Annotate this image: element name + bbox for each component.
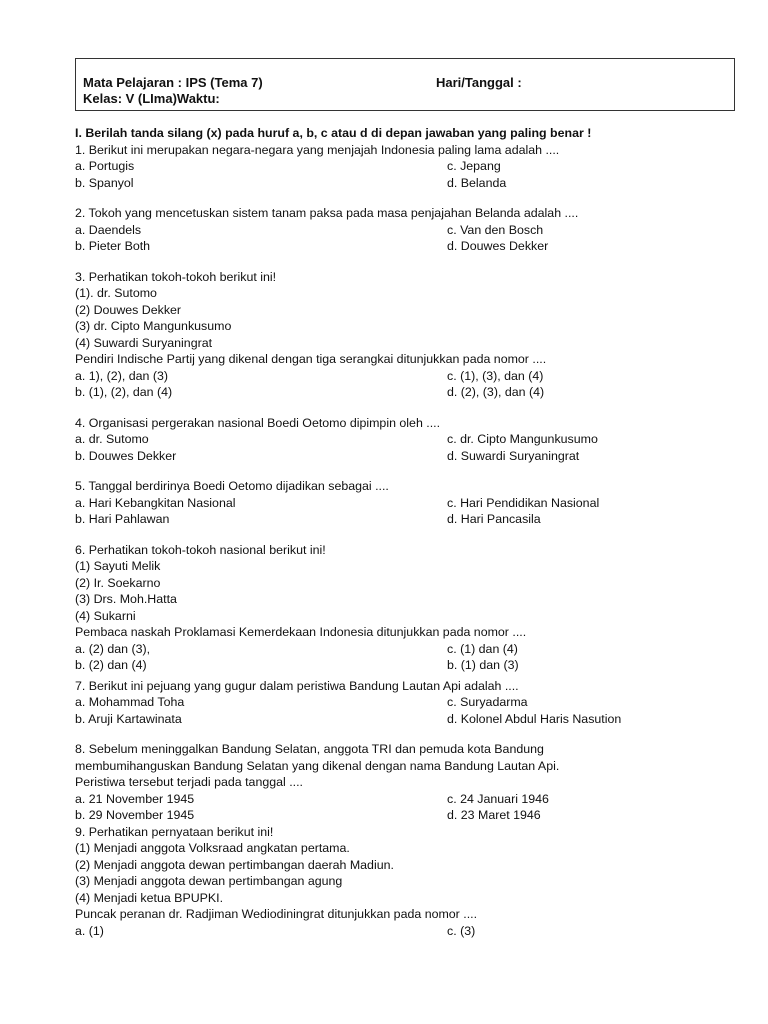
question-line: membumihanguskan Bandung Selatan yang dikenal dengan nama Bandung Lautan Api. (75, 758, 560, 773)
question-line: (4) Sukarni (75, 608, 136, 623)
worksheet-body (75, 125, 735, 939)
answer-option[interactable]: b. Pieter Both (75, 239, 151, 253)
answer-option[interactable]: b. Aruji Kartawinata (75, 711, 182, 726)
question-text: 6. Perhatikan tokoh-tokoh nasional berikut ini! (75, 542, 326, 557)
answer-option[interactable]: c. Jepang (447, 159, 501, 173)
option-row (75, 641, 735, 658)
answer-option[interactable]: c. (1), (3), dan (4) (447, 368, 544, 383)
question-2 (75, 205, 735, 255)
question-text: 7. Berikut ini pejuang yang gugur dalam peristiwa Bandung Lautan Api adalah .... (75, 678, 519, 693)
spacer (75, 255, 735, 269)
option-row (75, 222, 735, 239)
answer-option[interactable]: a. dr. Sutomo (75, 432, 149, 446)
answer-option[interactable]: d. Hari Pancasila (447, 512, 541, 526)
answer-option[interactable]: a. Hari Kebangkitan Nasional (75, 495, 236, 510)
answer-option[interactable]: b. Spanyol (75, 175, 134, 190)
question-text: 4. Organisasi pergerakan nasional Boedi Oetomo dipimpin oleh .... (75, 415, 441, 430)
question-4 (75, 415, 735, 465)
question-line: (3) Drs. Moh.Hatta (75, 592, 177, 606)
question-3 (75, 269, 735, 401)
question-line: Pendiri Indische Partij yang dikenal dengan tiga serangkai ditunjukkan pada nomor .... (75, 352, 547, 366)
answer-option[interactable]: d. Douwes Dekker (447, 239, 549, 253)
spacer (75, 528, 735, 542)
answer-option[interactable]: b. Douwes Dekker (75, 448, 177, 463)
answer-option[interactable]: c. dr. Cipto Mangunkusumo (447, 432, 598, 446)
answer-option[interactable]: d. Kolonel Abdul Haris Nasution (447, 711, 622, 726)
question-7 (75, 678, 735, 728)
option-row (75, 511, 735, 528)
answer-option[interactable]: c. Hari Pendidikan Nasional (447, 495, 600, 510)
question-5 (75, 478, 735, 528)
option-row (75, 368, 735, 385)
question-line: (3) dr. Cipto Mangunkusumo (75, 319, 232, 333)
question-1 (75, 142, 735, 192)
question-line: (4) Menjadi ketua BPUPKI. (75, 890, 224, 905)
question-list (75, 142, 735, 940)
answer-option[interactable]: a. Portugis (75, 159, 135, 173)
answer-option[interactable]: a. 21 November 1945 (75, 791, 195, 806)
day-date-label: Hari/Tanggal : (436, 75, 522, 90)
option-row (75, 791, 735, 808)
spacer (75, 464, 735, 478)
option-row (75, 657, 735, 674)
option-row (75, 448, 735, 465)
question-line: Pembaca naskah Proklamasi Kemerdekaan Indonesia ditunjukkan pada nomor .... (75, 625, 527, 639)
answer-option[interactable]: d. Belanda (447, 175, 507, 190)
question-8 (75, 741, 735, 824)
option-row (75, 495, 735, 512)
spacer (75, 191, 735, 205)
answer-option[interactable]: c. (1) dan (4) (447, 641, 518, 656)
question-6 (75, 542, 735, 674)
answer-option[interactable]: b. 29 November 1945 (75, 808, 195, 822)
question-line: (4) Suwardi Suryaningrat (75, 335, 213, 350)
answer-option[interactable]: c. Van den Bosch (447, 222, 544, 237)
question-line: (2) Ir. Soekarno (75, 575, 161, 590)
answer-option[interactable]: b. Hari Pahlawan (75, 512, 170, 526)
spacer (75, 727, 735, 741)
question-9 (75, 824, 735, 940)
answer-option[interactable]: a. Mohammad Toha (75, 695, 185, 709)
question-line: Puncak peranan dr. Radjiman Wediodiningrat ditunjukkan pada nomor .... (75, 907, 478, 921)
question-line: (3) Menjadi anggota dewan pertimbangan agung (75, 874, 343, 888)
answer-option[interactable]: c. (3) (447, 923, 476, 938)
question-line: Peristiwa tersebut terjadi pada tanggal .... (75, 775, 303, 789)
question-text: 1. Berikut ini merupakan negara-negara yang menjajah Indonesia paling lama adalah .... (75, 142, 560, 157)
answer-option[interactable]: b. (1), (2), dan (4) (75, 385, 173, 399)
subject-label: Mata Pelajaran : IPS (Tema 7) (83, 75, 263, 90)
option-row (75, 694, 735, 711)
option-row (75, 807, 735, 824)
question-text: 3. Perhatikan tokoh-tokoh berikut ini! (75, 269, 277, 284)
instruction-text: I. Berilah tanda silang (x) pada huruf a, b, c atau d di depan jawaban yang paling benar ! (75, 126, 592, 140)
option-row (75, 431, 735, 448)
answer-option[interactable]: c. Suryadarma (447, 695, 528, 709)
option-row (75, 384, 735, 401)
answer-option[interactable]: d. Suwardi Suryaningrat (447, 448, 580, 463)
header-box (75, 58, 735, 111)
question-line: (2) Douwes Dekker (75, 302, 182, 317)
option-row (75, 923, 735, 940)
answer-option[interactable]: c. 24 Januari 1946 (447, 791, 549, 806)
question-text: 5. Tanggal berdirinya Boedi Oetomo dijadikan sebagai .... (75, 479, 389, 493)
question-text: 8. Sebelum meninggalkan Bandung Selatan, anggota TRI dan pemuda kota Bandung (75, 742, 544, 756)
option-row (75, 158, 735, 175)
option-row (75, 238, 735, 255)
question-line: (1) Menjadi anggota Volksraad angkatan pertama. (75, 841, 350, 855)
answer-option[interactable]: a. (1) (75, 923, 104, 938)
option-row (75, 711, 735, 728)
question-text: 2. Tokoh yang mencetuskan sistem tanam paksa pada masa penjajahan Belanda adalah .... (75, 206, 579, 220)
answer-option[interactable]: a. 1), (2), dan (3) (75, 368, 168, 383)
answer-option[interactable]: d. (2), (3), dan (4) (447, 385, 545, 399)
question-line: (1) Sayuti Melik (75, 559, 161, 573)
question-line: (2) Menjadi anggota dewan pertimbangan daerah Madiun. (75, 857, 394, 872)
answer-option[interactable]: d. 23 Maret 1946 (447, 808, 541, 822)
question-line: (1). dr. Sutomo (75, 286, 157, 300)
option-row (75, 175, 735, 192)
spacer (75, 401, 735, 415)
answer-option[interactable]: a. (2) dan (3), (75, 641, 151, 656)
question-text: 9. Perhatikan pernyataan berikut ini! (75, 824, 274, 839)
answer-option[interactable]: b. (2) dan (4) (75, 658, 147, 672)
answer-option[interactable]: b. (1) dan (3) (447, 658, 519, 672)
class-time-label: Kelas: V (LIma)Waktu: (83, 91, 220, 106)
answer-option[interactable]: a. Daendels (75, 222, 142, 237)
